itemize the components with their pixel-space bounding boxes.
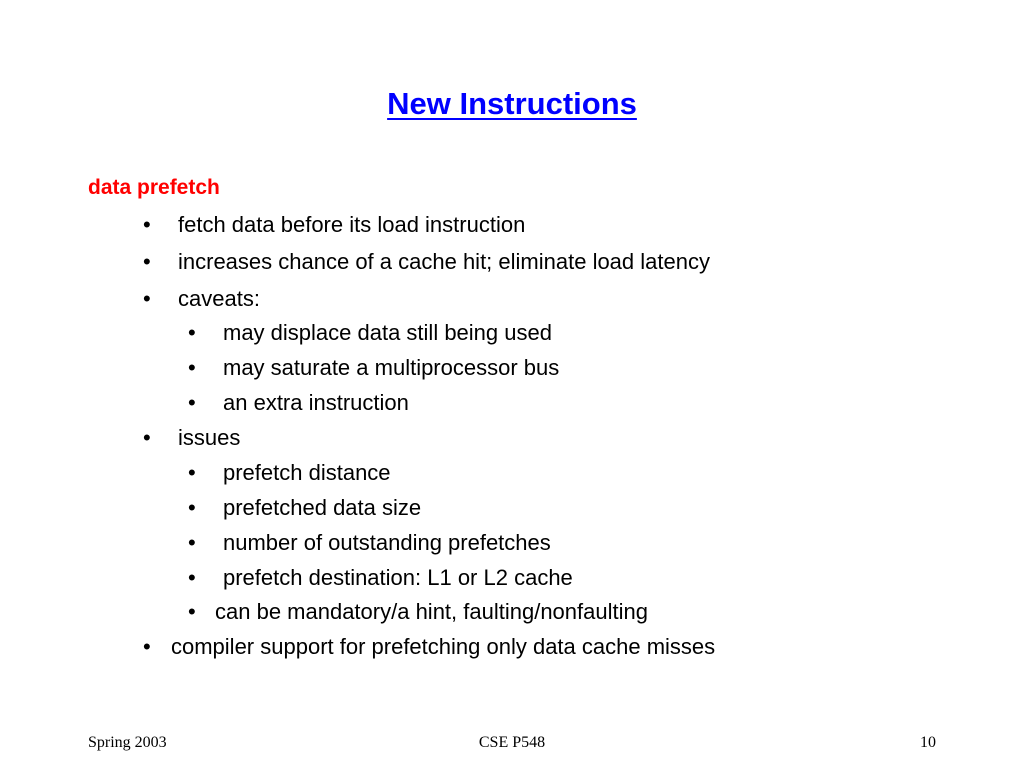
sub-bullet-item xyxy=(188,320,552,346)
footer-page-number: 10 xyxy=(920,734,936,751)
bullet-icon: • xyxy=(188,599,196,624)
sub-bullet-item xyxy=(188,460,391,486)
sub-bullet-item xyxy=(188,390,409,416)
bullet-text: prefetch distance xyxy=(223,460,391,485)
bullet-text: prefetch destination: L1 or L2 cache xyxy=(223,565,573,590)
bullet-icon: • xyxy=(188,530,196,555)
bullet-icon: • xyxy=(143,212,151,237)
bullet-text: number of outstanding prefetches xyxy=(223,530,551,555)
bullet-item xyxy=(143,425,240,451)
section-heading: data prefetch xyxy=(88,176,220,199)
bullet-icon: • xyxy=(143,249,151,274)
sub-bullet-item xyxy=(188,355,559,381)
bullet-item xyxy=(143,249,710,275)
bullet-text: compiler support for prefetching only data cache misses xyxy=(171,634,716,659)
sub-bullet-item xyxy=(188,530,551,556)
bullet-icon: • xyxy=(188,355,196,380)
bullet-text: increases chance of a cache hit; eliminate load latency xyxy=(178,249,710,274)
bullet-item xyxy=(143,212,525,238)
bullet-icon: • xyxy=(188,565,196,590)
bullet-text: caveats: xyxy=(178,286,260,311)
bullet-text: prefetched data size xyxy=(223,495,422,520)
footer-course: CSE P548 xyxy=(478,734,546,751)
bullet-icon: • xyxy=(188,320,196,345)
bullet-icon: • xyxy=(188,390,196,415)
bullet-icon: • xyxy=(188,460,196,485)
slide-title: New Instructions xyxy=(387,86,637,121)
sub-bullet-item xyxy=(188,599,648,625)
bullet-icon: • xyxy=(188,495,196,520)
sub-bullet-item xyxy=(188,495,421,521)
bullet-item xyxy=(143,634,715,660)
bullet-icon: • xyxy=(143,425,151,450)
bullet-text: may saturate a multiprocessor bus xyxy=(223,355,560,380)
bullet-icon: • xyxy=(143,286,151,311)
bullet-icon: • xyxy=(143,634,151,659)
bullet-text: may displace data still being used xyxy=(223,320,552,345)
bullet-text: fetch data before its load instruction xyxy=(178,212,526,237)
bullet-item xyxy=(143,286,260,312)
bullet-text: an extra instruction xyxy=(223,390,409,415)
bullet-text: can be mandatory/a hint, faulting/nonfaulting xyxy=(215,599,648,624)
bullet-text: issues xyxy=(178,425,241,450)
footer-term: Spring 2003 xyxy=(88,734,167,751)
sub-bullet-item xyxy=(188,565,573,591)
